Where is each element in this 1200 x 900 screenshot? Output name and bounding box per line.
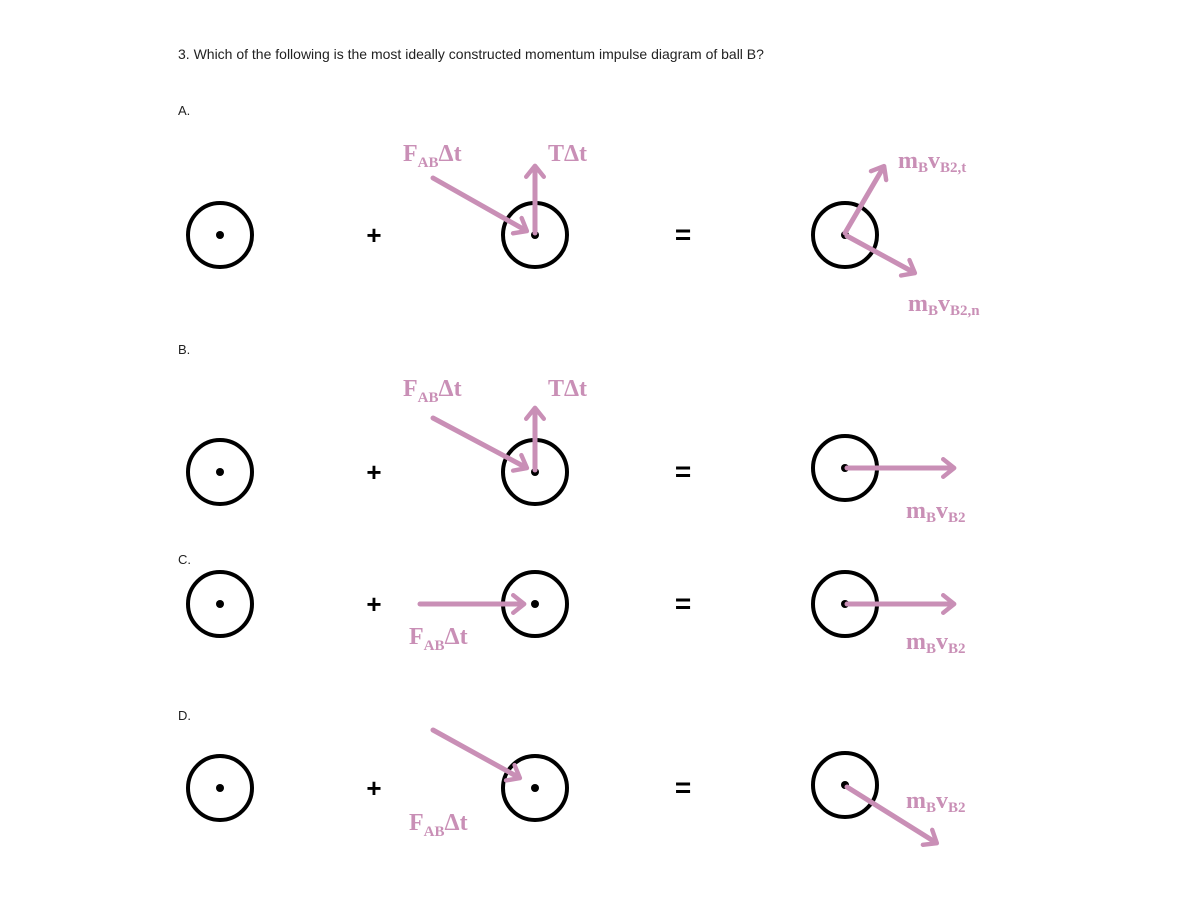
equals-sign: = bbox=[674, 772, 692, 803]
plus-sign: + bbox=[366, 220, 382, 250]
plus-sign: + bbox=[366, 773, 382, 803]
label-fab-dt: $F_{AB}\Delta t$ bbox=[403, 376, 462, 406]
equals-sign: = bbox=[674, 219, 692, 250]
option-d-label[interactable]: D. bbox=[178, 708, 191, 723]
label-mbvb2: mBvB2 bbox=[906, 629, 966, 657]
option-a-diagram bbox=[188, 141, 980, 319]
option-c-label[interactable]: C. bbox=[178, 552, 191, 567]
question-text: 3. Which of the following is the most ideally constructed momentum impulse diagram of ball B? bbox=[178, 46, 764, 62]
label-t-dt: TΔt bbox=[548, 376, 588, 402]
plus-sign: + bbox=[366, 589, 382, 619]
label-mbvb2t: mBvB2,t bbox=[898, 148, 967, 176]
option-c-diagram bbox=[188, 572, 966, 657]
equals-sign: = bbox=[674, 588, 692, 619]
impulse-fab-arrow bbox=[433, 178, 525, 230]
impulse-fab-arrow bbox=[433, 730, 518, 777]
ball-impulse bbox=[503, 756, 567, 820]
ball-final bbox=[813, 753, 877, 817]
label-mbvb2: mBvB2 bbox=[906, 498, 966, 526]
ball-initial bbox=[188, 572, 252, 636]
ball-initial bbox=[188, 440, 252, 504]
option-a-label[interactable]: A. bbox=[178, 103, 191, 118]
label-fab-dt: $F_{AB}\Delta t$ bbox=[403, 141, 462, 171]
ball-initial bbox=[188, 756, 252, 820]
label-t-dt: TΔt bbox=[548, 141, 588, 167]
plus-sign: + bbox=[366, 457, 382, 487]
momentum-tangential-arrow bbox=[845, 168, 883, 233]
label-fab-dt: $F_{AB}\Delta t$ bbox=[409, 810, 468, 840]
option-b-label[interactable]: B. bbox=[178, 342, 191, 357]
option-b-diagram bbox=[188, 376, 966, 526]
label-fab-dt: $F_{AB}\Delta t$ bbox=[409, 624, 468, 654]
label-mbvb2: mBvB2 bbox=[906, 788, 966, 816]
impulse-fab-arrow bbox=[433, 418, 525, 467]
equals-sign: = bbox=[674, 456, 692, 487]
option-d-diagram bbox=[188, 730, 966, 842]
ball-initial bbox=[188, 203, 252, 267]
label-mbvb2n: mBvB2,n bbox=[908, 291, 980, 319]
